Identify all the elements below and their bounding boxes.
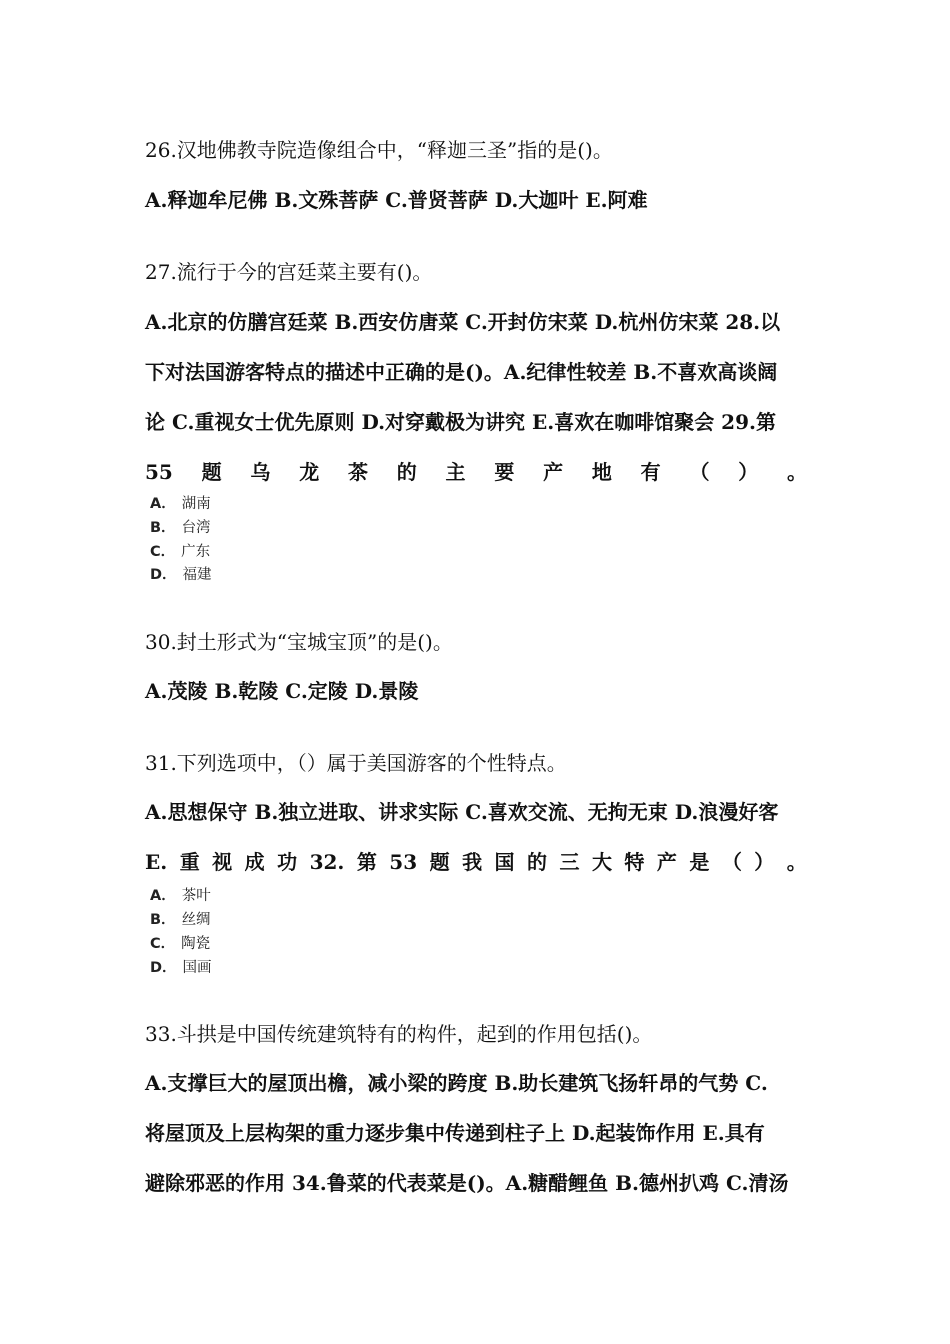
word: 产 [543, 460, 564, 484]
word: 题 [429, 850, 450, 874]
options-33-line-3: 避除邪恶的作用 34.鲁菜的代表菜是()。A.糖醋鲤鱼 B.德州扒鸡 C.清汤 [145, 1171, 789, 1195]
word: 视 [212, 850, 233, 874]
word: ） [754, 850, 775, 874]
question-27: 27.流行于今的宫廷菜主要有()。 [145, 260, 433, 284]
options-27-line-1: A.北京的仿膳宫廷菜 B.西安仿唐菜 C.开封仿宋菜 D.杭州仿宋菜 28.以 [145, 310, 781, 334]
option-29-a: A． 湖南 [150, 496, 211, 512]
option-32-a: A． 茶叶 [150, 888, 211, 904]
word: 茶 [347, 460, 368, 484]
question-26: 26.汉地佛教寺院造像组合中，“释迦三圣”指的是()。 [145, 138, 613, 162]
word: 55 [145, 460, 173, 484]
word: （ [689, 460, 710, 484]
option-29-d: D． 福建 [150, 567, 212, 583]
question-30: 30.封土形式为“宝城宝顶”的是()。 [145, 630, 453, 654]
option-32-c: C． 陶瓷 [150, 936, 211, 952]
question-31: 31.下列选项中，（）属于美国游客的个性特点。 [145, 751, 567, 775]
word: 功 [277, 850, 298, 874]
word: 地 [591, 460, 612, 484]
word: 有 [640, 460, 661, 484]
option-29-b: B． 台湾 [150, 520, 211, 536]
word: 大 [591, 850, 612, 874]
word: 的 [396, 460, 417, 484]
options-28-line-1: 下对法国游客特点的描述中正确的是()。A.纪律性较差 B.不喜欢高谈阔 [145, 360, 778, 384]
word: 三 [559, 850, 580, 874]
word: 是 [689, 850, 710, 874]
word: 国 [494, 850, 515, 874]
word: 我 [462, 850, 483, 874]
options-26: A.释迦牟尼佛 B.文殊菩萨 C.普贤菩萨 D.大迦叶 E.阿难 [145, 188, 648, 212]
word: （ [721, 850, 742, 874]
word: 重 [179, 850, 200, 874]
options-33-line-1: A.支撑巨大的屋顶出檐，减小梁的跨度 B.助长建筑飞扬轩昂的气势 C. [145, 1071, 768, 1095]
question-32-spread [145, 848, 807, 876]
word: 特 [624, 850, 645, 874]
option-32-b: B． 丝绸 [150, 912, 211, 928]
options-28-line-2: 论 C.重视女士优先原则 D.对穿戴极为讲究 E.喜欢在咖啡馆聚会 29.第 [145, 410, 776, 434]
word: 。 [787, 460, 807, 484]
word: E. [145, 850, 168, 874]
word: 32. [309, 850, 345, 874]
question-29-spread [145, 458, 807, 486]
word: 53 [389, 850, 418, 874]
question-33: 33.斗拱是中国传统建筑特有的构件，起到的作用包括()。 [145, 1022, 653, 1046]
option-32-d: D． 国画 [150, 960, 212, 976]
word: 。 [786, 850, 807, 874]
word: 产 [656, 850, 677, 874]
options-30: A.茂陵 B.乾陵 C.定陵 D.景陵 [145, 679, 419, 703]
word: 的 [527, 850, 548, 874]
word: 第 [356, 850, 377, 874]
word: 题 [201, 460, 222, 484]
word: ） [738, 460, 759, 484]
word: 成 [244, 850, 265, 874]
options-31-line-1: A.思想保守 B.独立进取、讲求实际 C.喜欢交流、无拘无束 D.浪漫好客 [145, 800, 779, 824]
word: 主 [445, 460, 466, 484]
options-33-line-2: 将屋顶及上层构架的重力逐步集中传递到柱子上 D.起装饰作用 E.具有 [145, 1121, 765, 1145]
option-29-c: C． 广东 [150, 544, 211, 560]
word: 要 [494, 460, 515, 484]
word: 乌 [250, 460, 271, 484]
word: 龙 [299, 460, 320, 484]
